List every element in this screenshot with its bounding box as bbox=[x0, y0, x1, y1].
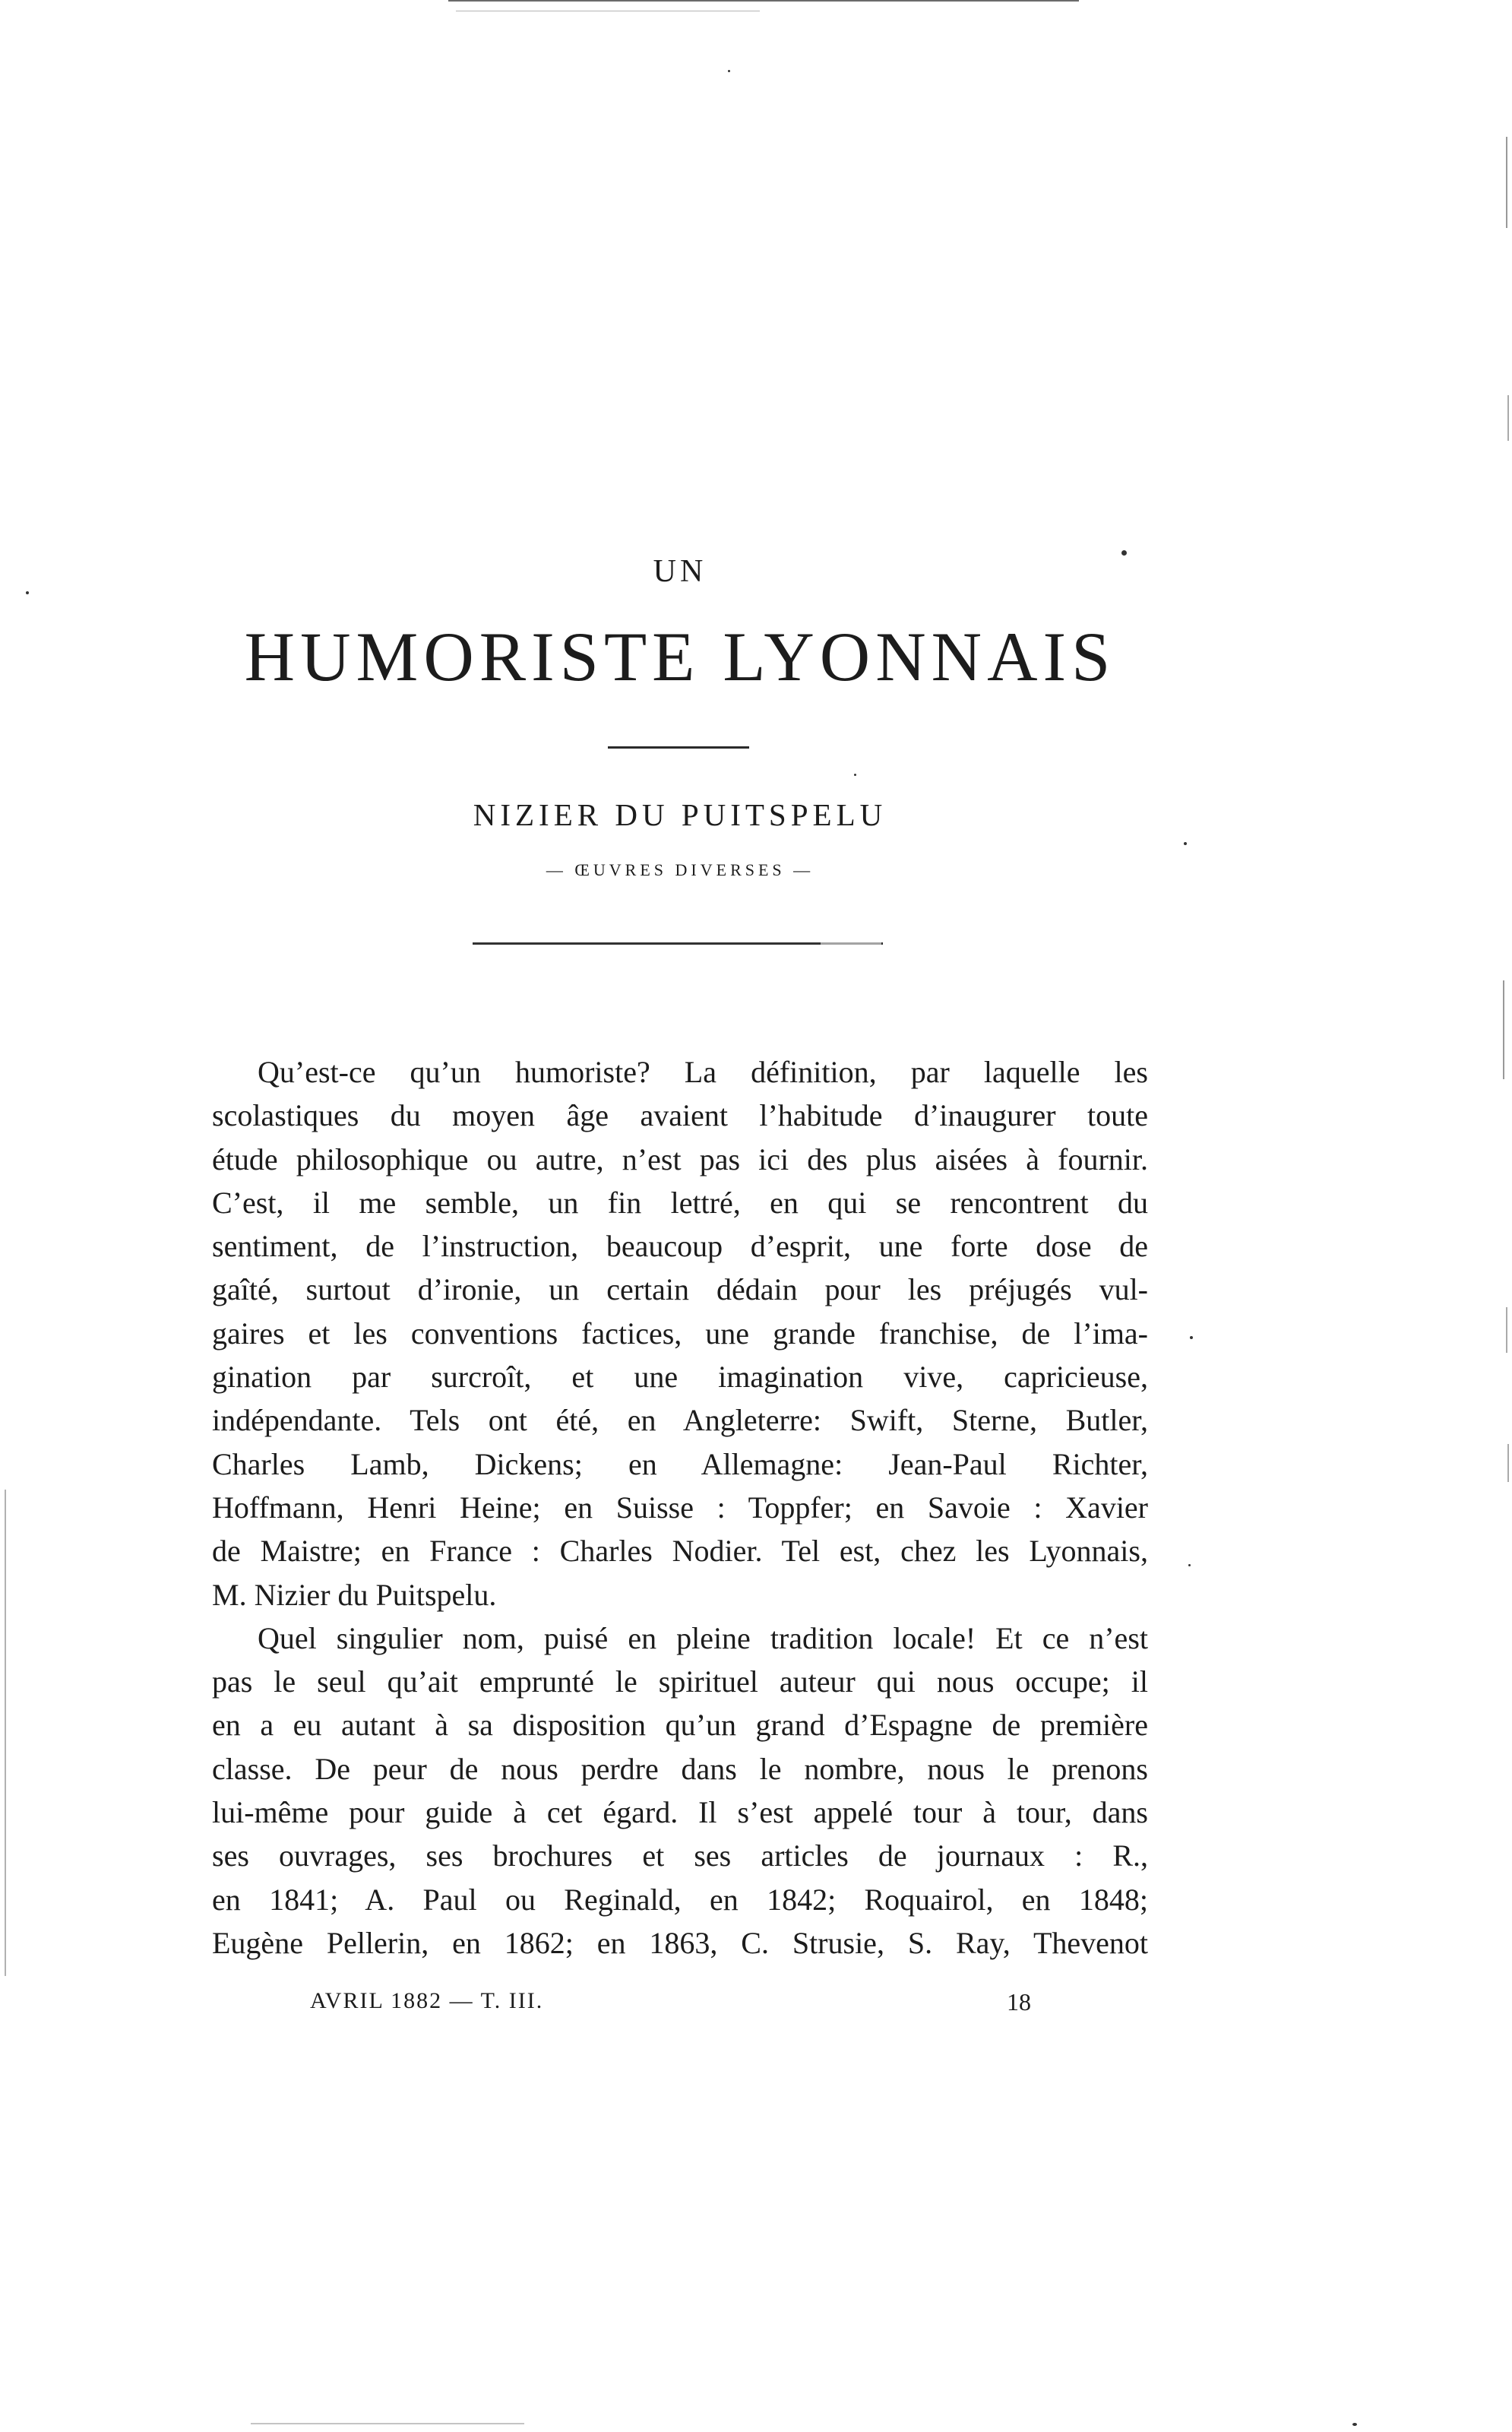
text-line: étude philosophique ou autre, n’est pas ici des plus aisées à fournir. bbox=[212, 1142, 1148, 1176]
text-line: gination par surcroît, et une imagination vive, capricieuse, bbox=[212, 1360, 1148, 1395]
scan-speck bbox=[1352, 2423, 1357, 2426]
text-line: M. Nizier du Puitspelu. bbox=[212, 1577, 497, 1612]
text-line: Qu’est-ce qu’un humoriste? La définition, par laquelle les bbox=[258, 1055, 1148, 1089]
text-line: Hoffmann, Henri Heine; en Suisse : Toppfer; en Savoie : Xavier bbox=[212, 1490, 1148, 1525]
text-line: Quel singulier nom, puisé en pleine tradition locale! Et ce n’est bbox=[258, 1620, 1148, 1655]
issue-footer: AVRIL 1882 — T. III. bbox=[310, 1988, 544, 2013]
scan-margin-mark bbox=[5, 1490, 6, 1976]
text-line: en 1841; A. Paul ou Reginald, en 1842; Roquairol, en 1848; bbox=[212, 1882, 1148, 1917]
text-line: de Maistre; en France : Charles Nodier. Tel est, chez les Lyonnais, bbox=[212, 1534, 1148, 1569]
scan-speck bbox=[728, 70, 730, 72]
scan-margin-mark bbox=[1506, 137, 1507, 228]
scan-margin-mark bbox=[1507, 1444, 1509, 1482]
text-line: gaîté, surtout d’ironie, un certain dédain pour les préjugés vul- bbox=[212, 1272, 1148, 1307]
scan-speck bbox=[1188, 1564, 1191, 1566]
pre-title: UN bbox=[653, 554, 707, 589]
text-line: en a eu autant à sa disposition qu’un grand d’Espagne de première bbox=[212, 1708, 1148, 1743]
text-line: pas le seul qu’ait emprunté le spirituel auteur qui nous occupe; il bbox=[212, 1664, 1148, 1699]
text-line: indépendante. Tels ont été, en Angleterre: Swift, Sterne, Butler, bbox=[212, 1403, 1148, 1438]
page-title: HUMORISTE LYONNAIS bbox=[244, 618, 1116, 695]
scan-margin-mark bbox=[251, 2423, 524, 2424]
text-line: lui-même pour guide à cet égard. Il s’est appelé tour à tour, dans bbox=[212, 1795, 1148, 1830]
text-line: C’est, il me semble, un fin lettré, en qui se rencontrent du bbox=[212, 1185, 1148, 1220]
scan-speck bbox=[1190, 1336, 1193, 1339]
scan-margin-mark bbox=[1503, 980, 1504, 1079]
scan-speck bbox=[1121, 550, 1127, 556]
scan-edge-line bbox=[448, 0, 1079, 2]
title-divider bbox=[608, 746, 749, 749]
text-line: Charles Lamb, Dickens; en Allemagne: Jean-Paul Richter, bbox=[212, 1446, 1148, 1481]
text-line: classe. De peur de nous perdre dans le nombre, nous le prenons bbox=[212, 1751, 1148, 1786]
scan-speck bbox=[1184, 842, 1187, 845]
scan-speck bbox=[26, 591, 29, 594]
text-line: sentiment, de l’instruction, beaucoup d’esprit, une forte dose de bbox=[212, 1229, 1148, 1264]
page-number: 18 bbox=[1007, 1988, 1031, 2016]
body-text bbox=[212, 1050, 1148, 1965]
works-subtitle: — ŒUVRES DIVERSES — bbox=[546, 860, 815, 879]
scan-margin-mark bbox=[1506, 1307, 1507, 1353]
scan-margin-mark bbox=[1507, 395, 1509, 441]
divider-fade bbox=[821, 942, 881, 945]
text-line: Eugène Pellerin, en 1862; en 1863, C. Strusie, S. Ray, Thevenot bbox=[212, 1925, 1148, 1960]
text-line: gaires et les conventions factices, une grande franchise, de l’ima- bbox=[212, 1316, 1148, 1351]
text-line: scolastiques du moyen âge avaient l’habitude d’inaugurer toute bbox=[212, 1098, 1148, 1133]
scan-speck bbox=[854, 774, 856, 776]
author-subtitle: NIZIER DU PUITSPELU bbox=[473, 797, 887, 832]
text-line: ses ouvrages, ses brochures et ses articles de journaux : R., bbox=[212, 1838, 1148, 1873]
